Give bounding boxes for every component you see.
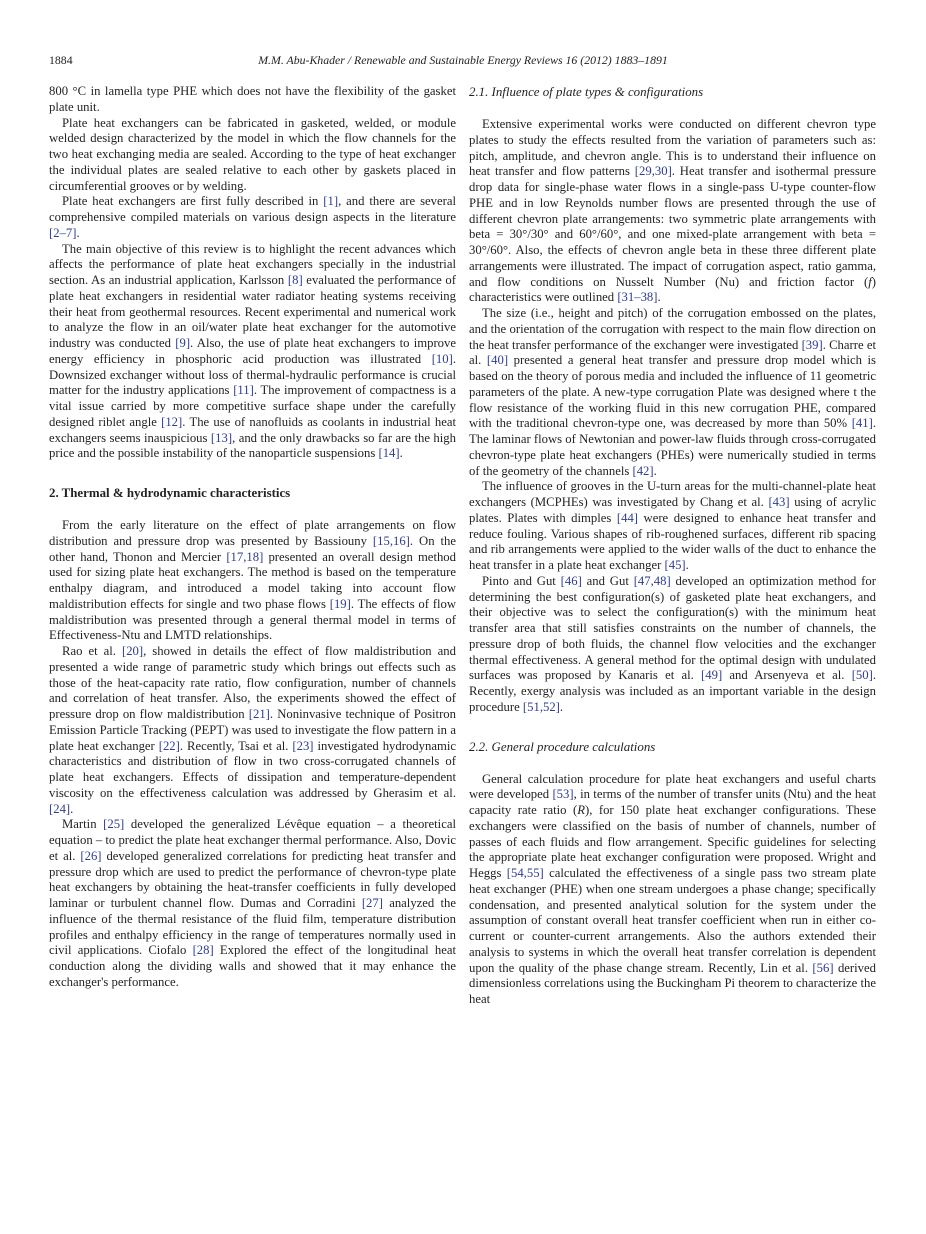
paragraph [49,644,456,817]
citation-link[interactable]: [42] [632,463,654,478]
text-run: . The laminar flows of Newtonian and power-law fluids through cross-corrugated chevron-type plate heat exchangers (PHEs) were numerically studied in terms of the geometry of the channels [469,416,876,478]
text-run: . [76,225,80,240]
paragraph [49,518,456,644]
text-run: Martin [62,817,104,832]
text-run: , in terms of the number of transfer units (Ntu) and the heat capacity rate ratio ( [469,787,876,817]
paragraph [469,117,876,306]
citation-link[interactable]: [17,18] [226,549,264,564]
citation-link[interactable]: [8] [287,273,303,287]
text-run: R [577,803,585,817]
citation-link[interactable]: [47,48] [633,573,671,588]
text-run: Plate heat exchangers can be fabricated in gasketed, welded, or module welded design characterized by the model in which the flow channels for the two heat exchanging media are sealed. According to the type of heat exchanger the individual plates are sealed relative to each other by gaskets placed in circumferential grooves or by welding. [49,115,456,193]
text-run: . Recently, Tsai et al. [179,738,293,753]
citation-link[interactable]: [49] [701,668,723,683]
text-run: . Charre et al. [469,337,876,368]
text-run: Plate heat exchangers are first fully described in [62,194,324,209]
citation-link[interactable]: [54,55] [506,866,544,880]
subsection-heading: 2.2. General procedure calculations [469,739,656,754]
text-run: developed generalized correlations for predicting heat transfer and pressure drop which are used to predict the performance of chevron-type plate heat exchangers by obtaining the heat-transfer coefficients in fully developed laminar or turbulent channel flow. Dumas and Corradini [49,848,456,910]
text-run: . The improvement of compactness is a vital issue carried by more competitive surface shape under the carefully designed riblet angle [49,383,456,429]
text-run: . Heat transfer and isothermal pressure drop data for single-phase water flows in a single-pass U-type counter-flow PHE and in low Reynolds number flows are presented through the use of different chevron plate arrangements: two symmetric plate arrangements with beta = 30°/30° and 60°/60°, and one mixed-plate arrangement with beta = 30°/60°. Also, the effects of chevron angle beta in these three different plate arrangements were illustrated. The impact of corrugation aspect, ratio gamma, and flow conditions on Nusselt Number (Nu) and friction factor ( [469,164,876,289]
paragraph [49,817,456,990]
text-run: calculated the effectiveness of a single pass two stream plate heat exchanger (PHE) when one stream undergoes a phase change; specifically condensation, and presented analytical solution for the system under the assumption of constant overall heat transfer coefficient when run in either co-current or counter-current arrangements. Also the authors extended their analysis to systems in which the overall heat transfer correlation is dependent upon the quality of the phase change stream. Recently, Lin et al. [469,866,876,975]
text-run: developed the generalized Lévêque equation – a theoretical equation – to predict the plate heat exchanger thermal performance. Also, Dovic et al. [49,817,456,863]
text-run: Extensive experimental works were conducted on different chevron type plates to study the effects resulted from the variation of parameters such as: pitch, amplitude, and chevron angle. This is to understand their influence on heat transfer and flow patterns [469,117,876,179]
citation-link[interactable]: [22] [158,738,180,753]
citation-link[interactable]: [51,52] [522,699,560,714]
paragraph [49,116,456,195]
citation-link[interactable]: [44] [616,510,639,525]
citation-link[interactable]: [21] [248,707,270,721]
text-run: The influence of grooves in the U-turn areas for the multi-channel-plate heat exchangers (MCPHEs) was investigated by Chang et al. [469,479,876,509]
page-number: 1884 [49,53,73,67]
text-run: . The effects of flow maldistribution was presented through a general thermal model in terms of Effectiveness-Ntu and LMTD relationships. [49,596,456,643]
citation-link[interactable]: [11] [233,383,254,398]
paragraph [469,574,876,716]
text-run: . [685,558,689,572]
text-run: analyzed the influence of the thermal resistance of the fluid film, temperature distribution profiles and enthalpy efficiency in the range of temperatures normally used in civil applications. Ciofalo [49,896,456,958]
text-run: . Also, the use of plate heat exchangers to improve energy efficiency in phosphoric acid production was illustrated [49,336,456,366]
text-run: investigated hydrodynamic characteristics and distribution of flow in two cross-corrugated channels of plate heat exchangers. Effects of dissipation and temperature-dependent viscosity on the effectiveness calculation was addressed by Gherasim et al. [49,738,456,800]
text-run: From the early literature on the effect of plate arrangements on flow distribution and pressure drop was presented by Bassiouny [49,518,456,548]
text-run: evaluated the performance of plate heat exchangers in residential water radiator heating systems receiving their heat from geothermal resources. Recent experimental and numerical work to analyze the flow in an oil/water plate heat exchanger for the automotive industry was conducted [49,273,456,350]
citation-link[interactable]: [13] [210,430,233,445]
citation-link[interactable]: [53] [552,787,574,802]
paragraph [49,84,456,116]
citation-link[interactable]: [1] [323,194,339,209]
citation-link[interactable]: [31–38] [617,290,658,305]
text-run: Explored the effect of the longitudinal heat conduction along the dividing walls and showed that it may enhance the exchanger's performance. [49,943,456,989]
citation-link[interactable]: [29,30] [634,164,672,179]
text-run: , and the only drawbacks so far are the high price and the possible instability of the nanoparticle suspensions [49,430,456,461]
paragraph [469,479,876,574]
citation-link[interactable]: [12] [161,414,183,429]
text-run: , and there are several comprehensive compiled materials on various design aspects in the literature [49,194,456,224]
text-run: . On the other hand, Thonon and Mercier [49,533,456,564]
text-run: . Recently, exergy analysis was included as an important variable in the design procedure [469,668,876,714]
subsection-heading: 2.1. Influence of plate types & configurations [469,85,704,99]
text-run: The size (i.e., height and pitch) of the corrugation embossed on the plates, and the orientation of the corrugation with respect to the main flow direction on the heat transfer performance of the exchanger were investigated [469,306,876,352]
citation-link[interactable]: [50] [851,668,873,683]
page-body [49,84,876,1008]
text-run: . Noninvasive technique of Positron Emission Particle Tracking (PEPT) was used to investigate the flow pattern in a plate heat exchanger [49,707,456,753]
text-run: . The use of nanofluids as coolants in industrial heat exchangers seems inauspicious [49,414,456,445]
text-run: . [657,290,661,305]
citation-link[interactable]: [41] [851,416,873,431]
citation-link[interactable]: [46] [560,573,582,588]
text-run: The main objective of this review is to highlight the recent advances which affects the performance of plate heat exchangers specially in the industrial section. As an industrial application, Karlsson [49,241,456,287]
paragraph [469,772,876,1008]
right-column [469,84,876,1008]
citation-link[interactable]: [45] [664,558,686,572]
citation-link[interactable]: [14] [378,446,400,461]
citation-link[interactable]: [20] [121,644,144,658]
citation-link[interactable]: [24] [49,801,71,816]
citation-link[interactable]: [25] [103,817,125,832]
text-run: Pinto and Gut [482,573,561,588]
text-run: derived dimensionless correlations using the Buckingham Pi theorem to characterize the heat [469,960,876,1006]
text-run: . [399,446,403,461]
citation-link[interactable]: [40] [486,353,509,368]
text-run: and Arsenyeva et al. [722,668,852,683]
paragraph [49,242,456,463]
citation-link[interactable]: [28] [192,943,214,958]
paragraph [49,194,456,241]
text-run: . [653,463,657,478]
text-run: f [868,274,872,289]
text-run: and Gut [581,573,634,588]
citation-link[interactable]: [9] [175,336,191,350]
citation-link[interactable]: [56] [812,960,834,975]
citation-link[interactable]: [27] [361,896,383,910]
citation-link[interactable]: [10] [431,351,453,366]
citation-link[interactable]: [39] [801,337,823,352]
text-run: . Downsized exchanger without loss of thermal-hydraulic performance is crucial matter for the industry applications [49,351,456,398]
section-heading: 2. Thermal & hydrodynamic characteristics [49,486,291,500]
citation-link[interactable]: [23] [292,738,314,753]
paragraph [469,306,876,479]
text-run: were designed to enhance heat transfer and reduce fouling. Various shapes of rib-roughened surfaces, different rib spacing and rib arrangements were applied to the wider walls of the duct to enhance the heat transfer in a plate heat exchanger [469,510,876,572]
text-run: presented a general heat transfer and pressure drop model which is based on the theory of porous media and included the influence of 11 geometric parameters of the plate. A new-type corrugation Plate was designed where t the flow resistance of the working fluid in this new corrugation PHE, compared with the traditional chevron-type one, was decreased by more than 50% [469,353,876,431]
left-column [49,84,456,1008]
running-head: M.M. Abu-Khader / Renewable and Sustainable Energy Reviews 16 (2012) 1883–1891 [258,53,668,67]
citation-link[interactable]: [15,16] [372,533,410,548]
citation-link[interactable]: [26] [80,848,102,863]
text-run: , showed in details the effect of flow maldistribution and presented a wide range of parametric study which brings out effects such as those of the heat-capacity rate ratio, flow configuration, number of channels and correlation of heat transfer. Also, the experiments showed the effect of pressure drop on flow maldistribution [49,644,456,721]
citation-link[interactable]: [2–7] [49,225,77,240]
text-run: using of acrylic plates. Plates with dimples [469,495,876,525]
text-run: General calculation procedure for plate heat exchangers and useful charts were developed [469,771,876,802]
text-run: Rao et al. [62,644,122,658]
text-run: presented an overall design method used for sizing plate heat exchangers. The method is based on the temperature enthalpy diagram, and introduced a model taking into account flow maldistribution effects for single and two phase flows [49,549,456,611]
citation-link[interactable]: [19] [329,596,351,611]
text-run: developed an optimization method for determining the best configuration(s) of gasketed plate heat exchangers, and their objective was to select the configuration(s) with the minimum heat transfer area that still satisfies constraints on the number of channels, the pressure drop of both fluids, the channel flow velocities and the exchanger thermal effectiveness. A general method for the optimal design with undulated surfaces was proposed by Kanaris et al. [469,573,876,683]
text-run: . [559,699,564,714]
text-run: ) characteristics were outlined [469,274,876,305]
text-run: . [70,801,74,816]
page-header [49,52,877,68]
citation-link[interactable]: [43] [768,495,790,509]
text-run: ), for 150 plate heat exchanger configurations. These exchangers were classified on the basis of number of channels, number of passes of each fluids and flow arrangement. Specific guidelines for selecting the appropriate plate heat exchanger configuration were proposed. Wright and Heggs [469,803,876,880]
text-run: 800 °C in lamella type PHE which does not have the flexibility of the gasket plate unit. [49,84,456,114]
